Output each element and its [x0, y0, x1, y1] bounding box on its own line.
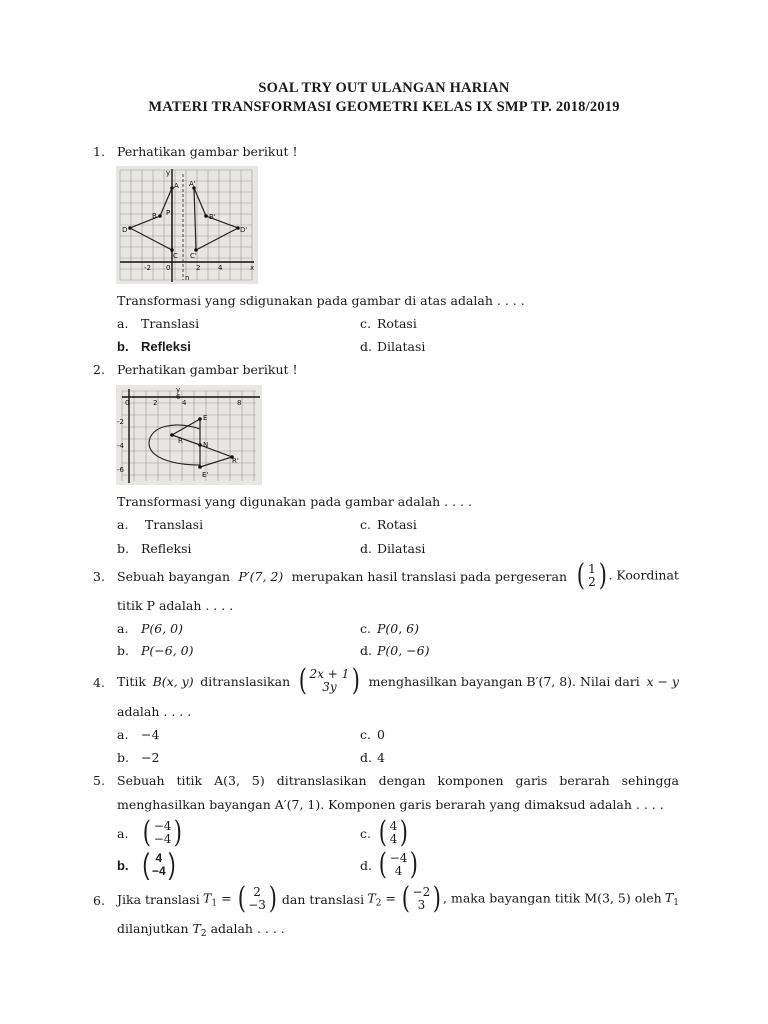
label-e-prime: E': [202, 471, 209, 479]
label-n: n: [185, 274, 190, 282]
tick-label: 6: [176, 393, 181, 401]
figure-reflection: [116, 166, 258, 284]
label-c: C: [173, 252, 178, 260]
question-number: 1.: [93, 144, 105, 159]
label-y: y: [176, 386, 181, 394]
option-d[interactable]: d. ( −4 4 ): [360, 847, 419, 882]
option-a[interactable]: a. Translasi: [117, 517, 204, 532]
question-text: adalah . . . .: [117, 704, 192, 719]
label-a: A: [174, 182, 179, 190]
label-r: R: [178, 437, 183, 445]
question-stem: Perhatikan gambar berikut !: [117, 362, 298, 377]
question-text: Sebuah titik A(3, 5) ditranslasikan dengan komponen garis berarah sehingga: [117, 773, 679, 788]
question-number: 3.: [93, 569, 105, 584]
tick-label: -2: [144, 264, 151, 272]
tick-label: 8: [237, 399, 242, 407]
option-b[interactable]: b. Refleksi: [117, 339, 191, 354]
figure-translation: [116, 385, 262, 485]
question-number: 5.: [93, 773, 105, 788]
vector: ( −4 −4 ): [142, 815, 183, 850]
option-b[interactable]: b. P(−6, 0): [117, 643, 194, 658]
vector-t1: ( 2 −3 ): [237, 881, 277, 916]
question-number: 4.: [93, 675, 105, 690]
label-e: E: [203, 414, 208, 422]
question-text: menghasilkan bayangan A′(7, 1). Komponen garis berarah yang dimaksud adalah . . . .: [117, 797, 664, 812]
label-d-prime: D': [240, 226, 248, 234]
tick-label: 4: [182, 399, 187, 407]
option-d[interactable]: d. P(0, −6): [360, 643, 430, 658]
label-x: x: [250, 264, 255, 272]
translation-vector: ( 1 2 ): [577, 558, 607, 593]
option-c[interactable]: c. ( 4 4 ): [360, 815, 409, 850]
page-title: SOAL TRY OUT ULANGAN HARIAN: [258, 80, 510, 96]
question-number: 6.: [93, 893, 105, 908]
page-subtitle: MATERI TRANSFORMASI GEOMETRI KELAS IX SMP TP. 2018/2019: [148, 99, 620, 115]
option-c[interactable]: c. Rotasi: [360, 316, 417, 331]
option-c[interactable]: c. P(0, 6): [360, 621, 420, 636]
option-a[interactable]: a. Translasi: [117, 316, 200, 331]
vector-t2: ( −2 3 ): [401, 881, 442, 916]
option-a[interactable]: a. P(6, 0): [117, 621, 184, 636]
option-b[interactable]: b. ( 4 −4 ): [117, 848, 176, 881]
option-c[interactable]: c. Rotasi: [360, 517, 417, 532]
question-text: dilanjutkan $T_2$ adalah . . . .: [117, 921, 285, 939]
option-d[interactable]: d. Dilatasi: [360, 339, 426, 354]
question-stem: Jika translasi $T_1$ = ( 2 −3 ) dan translasi $T_2$ = ( −2 3 ) , maka bayangan titik M(3, 5) oleh $T_1$: [117, 881, 679, 916]
question-text: Transformasi yang sdigunakan pada gambar di atas adalah . . . .: [117, 293, 525, 308]
label-a-prime: A': [189, 180, 196, 188]
tick-label: 4: [218, 264, 223, 272]
tick-label: 2: [153, 399, 158, 407]
label-n: N: [203, 441, 209, 449]
question-stem: Titik B(x, y) ditranslasikan ( 2x + 1 3y ) menghasilkan bayangan B′(7, 8). Nilai dari x − y: [117, 663, 679, 698]
option-a[interactable]: a. −4: [117, 727, 160, 742]
label-c-prime: C': [190, 252, 197, 260]
question-text: Transformasi yang digunakan pada gambar adalah . . . .: [117, 494, 472, 509]
vector: ( 4 4 ): [378, 815, 409, 850]
tick-label: 0: [125, 399, 130, 407]
tick-label: 0: [166, 264, 171, 272]
translation-graph: [116, 385, 262, 485]
tick-label: 2: [196, 264, 201, 272]
question-stem: Perhatikan gambar berikut !: [117, 144, 298, 159]
translation-vector: ( 2x + 1 3y ): [298, 663, 361, 698]
question-stem: Sebuah bayangan P′(7, 2) merupakan hasil translasi pada pergeseran ( 1 2 ) . Koordinat: [117, 558, 679, 593]
option-d[interactable]: d. Dilatasi: [360, 541, 426, 556]
option-c[interactable]: c. 0: [360, 727, 385, 742]
label-r-prime: R': [232, 457, 239, 465]
question-number: 2.: [93, 362, 105, 377]
option-a[interactable]: a. ( −4 −4 ): [117, 815, 183, 850]
option-d[interactable]: d. 4: [360, 750, 385, 765]
question-text: titik P adalah . . . .: [117, 598, 234, 613]
label-d: D: [122, 226, 128, 234]
option-b[interactable]: b. −2: [117, 750, 160, 765]
label-y: y: [166, 169, 171, 177]
label-b: B: [152, 212, 157, 220]
tick-label: -2: [117, 418, 124, 426]
label-b-prime: B': [209, 213, 216, 221]
reflection-graph: [116, 166, 258, 284]
tick-label: -4: [117, 442, 124, 450]
tick-label: -6: [117, 466, 124, 474]
label-p: P: [166, 209, 171, 217]
option-b[interactable]: b. Refleksi: [117, 541, 192, 556]
vector: ( −4 4 ): [378, 847, 419, 882]
vector: ( 4 −4 ): [142, 848, 176, 881]
